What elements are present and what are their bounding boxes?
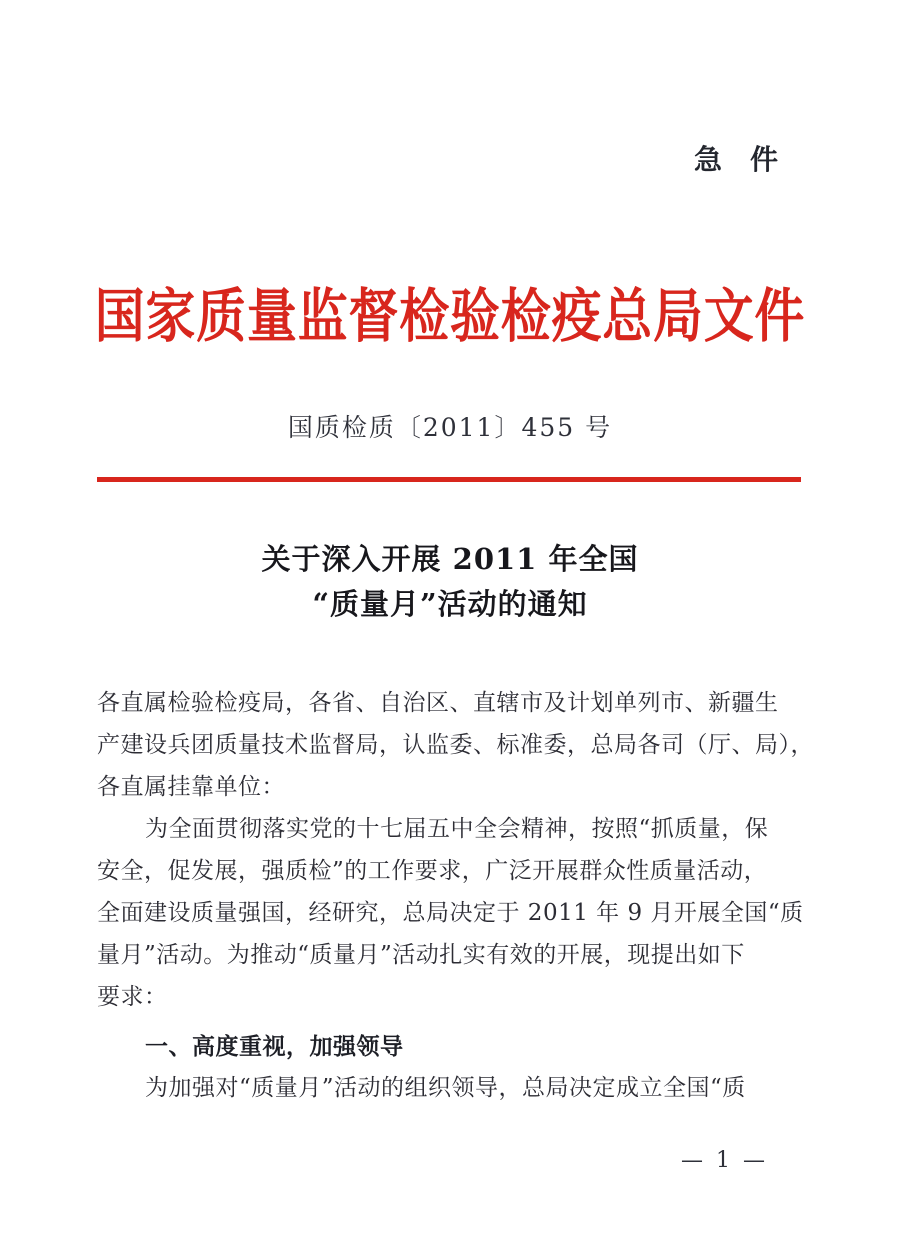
section-heading: 一、高度重视，加强领导 [145, 1033, 404, 1059]
body-line: 为全面贯彻落实党的十七届五中全会精神，按照“抓质量，保 [145, 816, 769, 842]
body-line: 为加强对“质量月”活动的组织领导，总局决定成立全国“质 [145, 1075, 746, 1101]
body-line: 安全，促发展，强质检”的工作要求，广泛开展群众性质量活动， [97, 858, 768, 884]
body-line: 量月”活动。为推动“质量月”活动扎实有效的开展，现提出如下 [97, 942, 745, 968]
red-divider-line [97, 477, 801, 482]
body-line: 全面建设质量强国，经研究，总局决定于 2011 年 9 月开展全国“质 [97, 900, 804, 926]
body-line: 产建设兵团质量技术监督局，认监委、标准委，总局各司（厅、局）， [97, 732, 814, 758]
urgency-label: 急 件 [693, 144, 778, 175]
page-number: — 1 — [681, 1148, 768, 1173]
body-line: 各直属挂靠单位： [97, 774, 285, 800]
document-title-line2: “质量月”活动的通知 [312, 587, 588, 621]
document-number: 国质检质〔2011〕455 号 [287, 413, 613, 442]
issuing-org-title: 国家质量监督检验检疫总局文件 [94, 282, 806, 350]
document-body [97, 682, 814, 1109]
document-title-line1: 关于深入开展 2011 年全国 [261, 542, 639, 576]
document-title [0, 537, 900, 627]
body-line: 要求： [97, 984, 168, 1010]
body-line: 各直属检验检疫局，各省、自治区、直辖市及计划单列市、新疆生 [97, 690, 779, 716]
